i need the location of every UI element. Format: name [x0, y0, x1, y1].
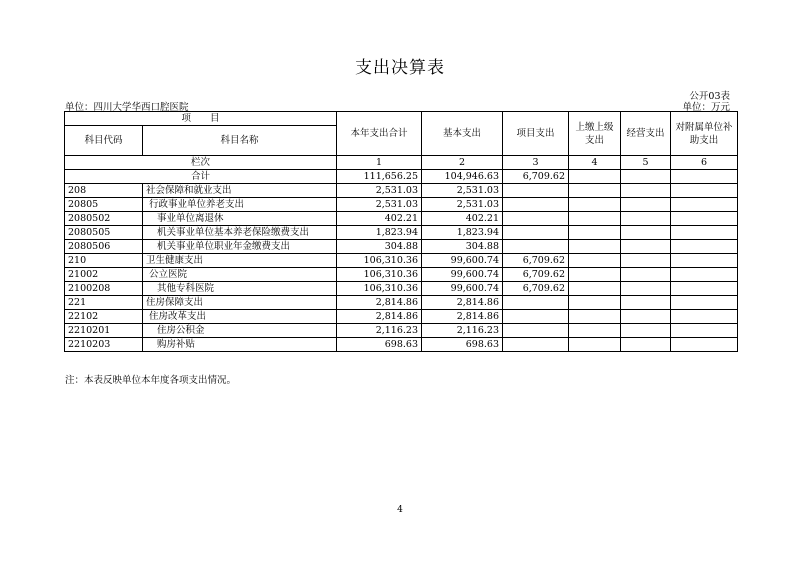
empty-cell	[569, 338, 621, 352]
page-title: 支出决算表	[355, 58, 445, 78]
row-project: 6,709.62	[503, 254, 569, 268]
empty-cell	[671, 268, 738, 282]
row-total: 2,814.86	[337, 310, 422, 324]
empty-cell	[621, 282, 671, 296]
empty-cell	[569, 296, 621, 310]
row-total: 2,814.86	[337, 296, 422, 310]
row-total: 698.63	[337, 338, 422, 352]
column-index-cell: 3	[503, 156, 569, 170]
header-project: 项目支出	[503, 112, 569, 156]
column-index-cell: 4	[569, 156, 621, 170]
header-name: 科目名称	[143, 126, 337, 156]
row-basic: 2,531.03	[422, 198, 503, 212]
subject-code: 21002	[65, 268, 143, 282]
footnote: 注：本表反映单位本年度各项支出情况。	[65, 375, 237, 386]
row-total: 106,310.36	[337, 254, 422, 268]
row-basic: 99,600.74	[422, 282, 503, 296]
table-row	[65, 310, 738, 324]
empty-cell	[569, 240, 621, 254]
table-row	[65, 268, 738, 282]
subject-code: 2080502	[65, 212, 143, 226]
empty-cell	[569, 184, 621, 198]
empty-cell	[671, 282, 738, 296]
subject-name: 机关事业单位基本养老保险缴费支出	[143, 226, 337, 240]
column-index-cell: 5	[621, 156, 671, 170]
subject-code: 2210201	[65, 324, 143, 338]
expenditure-table	[64, 111, 738, 352]
row-total: 106,310.36	[337, 268, 422, 282]
table-row	[65, 282, 738, 296]
empty-cell	[671, 184, 738, 198]
column-index-cell: 6	[671, 156, 738, 170]
row-total: 2,116.23	[337, 324, 422, 338]
empty-cell	[569, 212, 621, 226]
row-project: 6,709.62	[503, 282, 569, 296]
row-basic: 99,600.74	[422, 268, 503, 282]
empty-cell	[569, 310, 621, 324]
header-item-group: 项 目	[65, 112, 337, 126]
table-row	[65, 324, 738, 338]
row-total: 106,310.36	[337, 282, 422, 296]
empty-cell	[621, 268, 671, 282]
subject-name: 住房保障支出	[143, 296, 337, 310]
table-row	[65, 296, 738, 310]
row-basic: 698.63	[422, 338, 503, 352]
row-basic: 2,531.03	[422, 184, 503, 198]
unit-name: 单位：四川大学华西口腔医院	[65, 102, 189, 113]
empty-cell	[671, 338, 738, 352]
row-project	[503, 184, 569, 198]
row-basic: 304.88	[422, 240, 503, 254]
table-row	[65, 240, 738, 254]
subject-code: 2080506	[65, 240, 143, 254]
total-project: 6,709.62	[503, 170, 569, 184]
empty-cell	[621, 310, 671, 324]
row-project	[503, 296, 569, 310]
empty-cell	[569, 282, 621, 296]
empty-cell	[621, 170, 671, 184]
page-number: 4	[397, 505, 403, 515]
row-total: 2,531.03	[337, 198, 422, 212]
empty-cell	[569, 226, 621, 240]
total-amount: 111,656.25	[337, 170, 422, 184]
row-project	[503, 310, 569, 324]
empty-cell	[671, 240, 738, 254]
empty-cell	[621, 240, 671, 254]
subject-code: 2080505	[65, 226, 143, 240]
subject-name: 公立医院	[143, 268, 337, 282]
row-total: 402.21	[337, 212, 422, 226]
row-total: 1,823.94	[337, 226, 422, 240]
empty-cell	[569, 268, 621, 282]
total-label: 合计	[65, 170, 337, 184]
header-subsidy: 对附属单位补助支出	[671, 112, 738, 156]
subject-code: 208	[65, 184, 143, 198]
empty-cell	[569, 324, 621, 338]
subject-name: 购房补贴	[143, 338, 337, 352]
header-code: 科目代码	[65, 126, 143, 156]
table-row	[65, 226, 738, 240]
subject-code: 210	[65, 254, 143, 268]
subject-code: 221	[65, 296, 143, 310]
empty-cell	[621, 338, 671, 352]
empty-cell	[671, 310, 738, 324]
empty-cell	[621, 184, 671, 198]
table-row	[65, 212, 738, 226]
header-upper: 上缴上级支出	[569, 112, 621, 156]
empty-cell	[621, 254, 671, 268]
total-basic: 104,946.63	[422, 170, 503, 184]
subject-code: 22102	[65, 310, 143, 324]
column-index-label: 栏次	[65, 156, 337, 170]
table-row	[65, 184, 738, 198]
subject-code: 20805	[65, 198, 143, 212]
row-basic: 99,600.74	[422, 254, 503, 268]
row-project	[503, 240, 569, 254]
table-row	[65, 198, 738, 212]
empty-cell	[621, 198, 671, 212]
empty-cell	[621, 296, 671, 310]
empty-cell	[621, 324, 671, 338]
row-project	[503, 338, 569, 352]
table-row	[65, 338, 738, 352]
subject-name: 住房改革支出	[143, 310, 337, 324]
column-index-cell: 1	[337, 156, 422, 170]
table-row	[65, 254, 738, 268]
row-project	[503, 324, 569, 338]
header-business: 经营支出	[621, 112, 671, 156]
empty-cell	[671, 212, 738, 226]
header-basic: 基本支出	[422, 112, 503, 156]
row-basic: 2,814.86	[422, 296, 503, 310]
column-index-row	[65, 156, 738, 170]
currency-unit: 单位：万元	[682, 102, 730, 113]
subject-name: 机关事业单位职业年金缴费支出	[143, 240, 337, 254]
row-project: 6,709.62	[503, 268, 569, 282]
empty-cell	[671, 226, 738, 240]
row-basic: 1,823.94	[422, 226, 503, 240]
row-total: 304.88	[337, 240, 422, 254]
row-project	[503, 198, 569, 212]
subject-name: 住房公积金	[143, 324, 337, 338]
subject-code: 2210203	[65, 338, 143, 352]
row-project	[503, 212, 569, 226]
empty-cell	[621, 212, 671, 226]
subject-name: 卫生健康支出	[143, 254, 337, 268]
empty-cell	[671, 170, 738, 184]
empty-cell	[671, 254, 738, 268]
subject-code: 2100208	[65, 282, 143, 296]
subject-name: 社会保障和就业支出	[143, 184, 337, 198]
row-project	[503, 226, 569, 240]
empty-cell	[671, 198, 738, 212]
row-basic: 2,116.23	[422, 324, 503, 338]
empty-cell	[569, 198, 621, 212]
row-basic: 2,814.86	[422, 310, 503, 324]
subject-name: 事业单位离退休	[143, 212, 337, 226]
empty-cell	[671, 324, 738, 338]
empty-cell	[671, 296, 738, 310]
total-row	[65, 170, 738, 184]
empty-cell	[621, 226, 671, 240]
row-basic: 402.21	[422, 212, 503, 226]
subject-name: 其他专科医院	[143, 282, 337, 296]
form-number: 公开03表	[689, 91, 730, 102]
subject-name: 行政事业单位养老支出	[143, 198, 337, 212]
header-total: 本年支出合计	[337, 112, 422, 156]
empty-cell	[569, 254, 621, 268]
empty-cell	[569, 170, 621, 184]
column-index-cell: 2	[422, 156, 503, 170]
row-total: 2,531.03	[337, 184, 422, 198]
